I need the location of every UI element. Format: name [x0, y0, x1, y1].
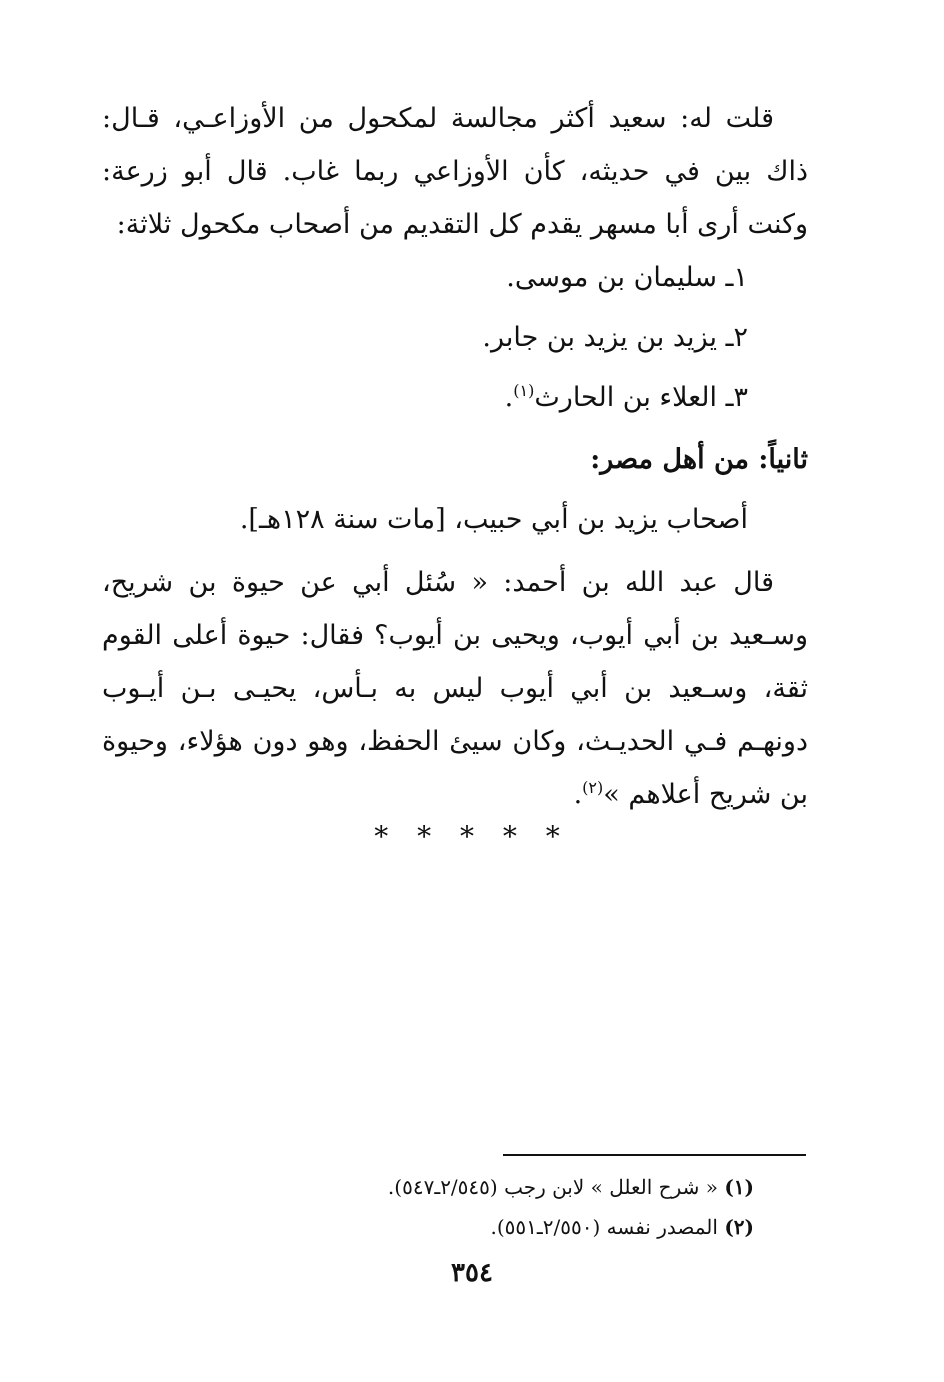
paragraph-2-end: . — [573, 779, 583, 810]
section-heading: ثانياً: من أهل مصر: — [590, 444, 808, 475]
companions-line: أصحاب يزيد بن أبي حبيب، [مات سنة ١٢٨هـ]. — [239, 504, 748, 535]
paragraph-1-text: قلت له: سعيد أكثر مجالسة لمكحول من الأوزاعـي، قـال: ذاك بين في حديثه، كأن الأوزاعي ربما غاب. قال أبو زرعة: وكنت أرى أبا مسهر يقدم كل التقديم من أصحاب مكحول ثلاثة: — [102, 103, 808, 240]
list-item-3-text: ٣ـ العلاء بن الحارث — [534, 382, 748, 413]
paragraph-abdullah-ibn-ahmad — [102, 556, 808, 821]
footnote-2-number: (٢) — [724, 1215, 754, 1239]
list-item-3 — [505, 378, 748, 418]
footnote-ref-1[interactable]: (١) — [513, 381, 535, 400]
section-separator: * * * * * — [374, 820, 570, 853]
page-number: ٣٥٤ — [451, 1258, 493, 1288]
paragraph-2-text: قال عبد الله بن أحمد: « سُئل أبي عن حيوة بن شريح، وسـعيد بن أبي أيوب، ويحيى بن أيوب؟ فقال: حيوة أعلى القوم ثقة، وسـعيد بن أبي أيوب ليس به بـأس، يحيـى بـن أيـوب دونهـم فـي الحديـث، وكان سيئ الحفظ، وهو دون هؤلاء، وحيوة بن شريح أعلاهم » — [102, 567, 808, 810]
list-item-3-end: . — [504, 382, 514, 413]
footnote-2-text: المصدر نفسه (٢/٥٥٠ـ٥٥١). — [490, 1215, 718, 1239]
paragraph-abu-zura — [102, 92, 808, 251]
footnote-1-number: (١) — [724, 1175, 754, 1199]
list-item-2: ٢ـ يزيد بن يزيد بن جابر. — [482, 322, 748, 353]
footnote-1 — [388, 1172, 754, 1202]
list-item-1: ١ـ سليمان بن موسى. — [506, 262, 748, 293]
footnote-ref-2[interactable]: (٢) — [582, 778, 604, 797]
footnote-divider — [503, 1154, 806, 1156]
footnote-1-text: « شرح العلل » لابن رجب (٢/٥٤٥ـ٥٤٧). — [387, 1175, 718, 1199]
footnote-2 — [490, 1212, 754, 1242]
